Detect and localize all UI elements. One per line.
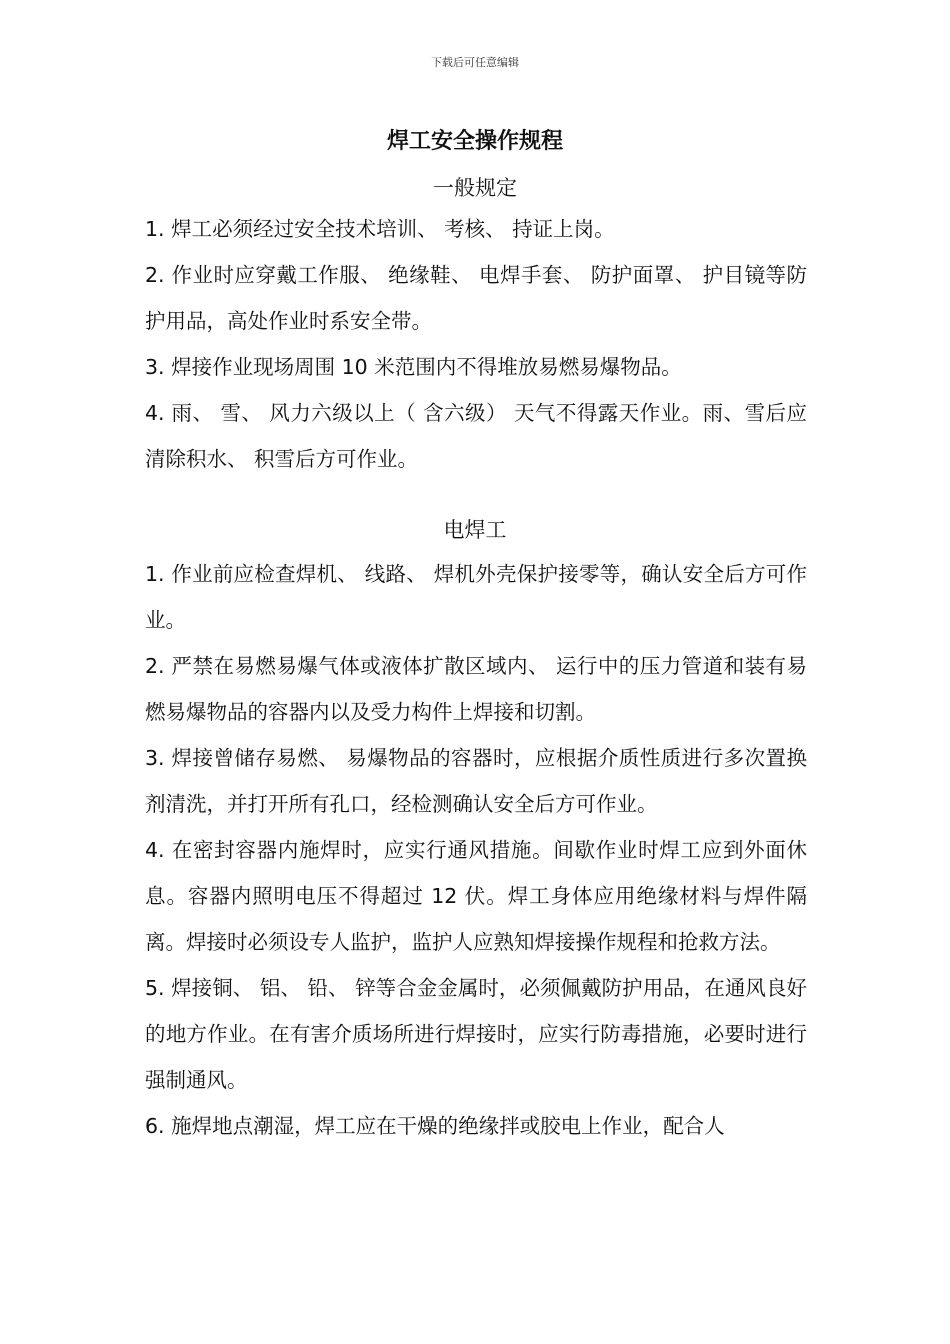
document-title: 焊工安全操作规程 (386, 129, 563, 154)
rule-item: 1. 作业前应检查焊机、 线路、 焊机外壳保护接零等，确认安全后方可作业。 (145, 562, 807, 632)
rule-item: 2. 作业时应穿戴工作服、 绝缘鞋、 电焊手套、 防护面罩、 护目镜等防护用品，高处作业时系安全带。 (145, 263, 807, 333)
rule-item: 4. 雨、 雪、 风力六级以上（ 含六级） 天气不得露天作业。雨、雪后应清除积水、 积雪后方可作业。 (145, 401, 807, 471)
rule-item: 6. 施焊地点潮湿，焊工应在干燥的绝缘拌或胶电上作业，配合人 (145, 1114, 725, 1138)
rule-item: 4. 在密封容器内施焊时，应实行通风措施。间歇作业时焊工应到外面休息。容器内照明电压不得超过 12 伏。焊工身体应用绝缘材料与焊件隔离。焊接时必须设专人监护，监护人应熟知焊接操作规程和抢救方法。 (145, 838, 807, 954)
rule-item: 3. 焊接作业现场周围 10 米范围内不得堆放易燃易爆物品。 (145, 355, 682, 379)
section-body-general (145, 206, 807, 482)
rule-item: 1. 焊工必须经过安全技术培训、 考核、 持证上岗。 (145, 217, 615, 241)
section-heading-general: 一般规定 (433, 176, 517, 200)
section-heading-electric-welder: 电焊工 (443, 518, 507, 542)
header-note: 下载后可任意编辑 (431, 56, 519, 69)
rule-item: 3. 焊接曾储存易燃、 易爆物品的容器时，应根据介质性质进行多次置换剂清洗，并打开所有孔口，经检测确认安全后方可作业。 (145, 746, 807, 816)
rule-item: 5. 焊接铜、 铝、 铅、 锌等合金金属时，必须佩戴防护用品，在通风良好的地方作业。在有害介质场所进行焊接时，应实行防毒措施，必要时进行强制通风。 (145, 976, 807, 1092)
rule-item: 2. 严禁在易燃易爆气体或液体扩散区域内、 运行中的压力管道和装有易燃易爆物品的容器内以及受力构件上焊接和切割。 (145, 654, 807, 724)
section-body-electric-welder (145, 551, 807, 1149)
